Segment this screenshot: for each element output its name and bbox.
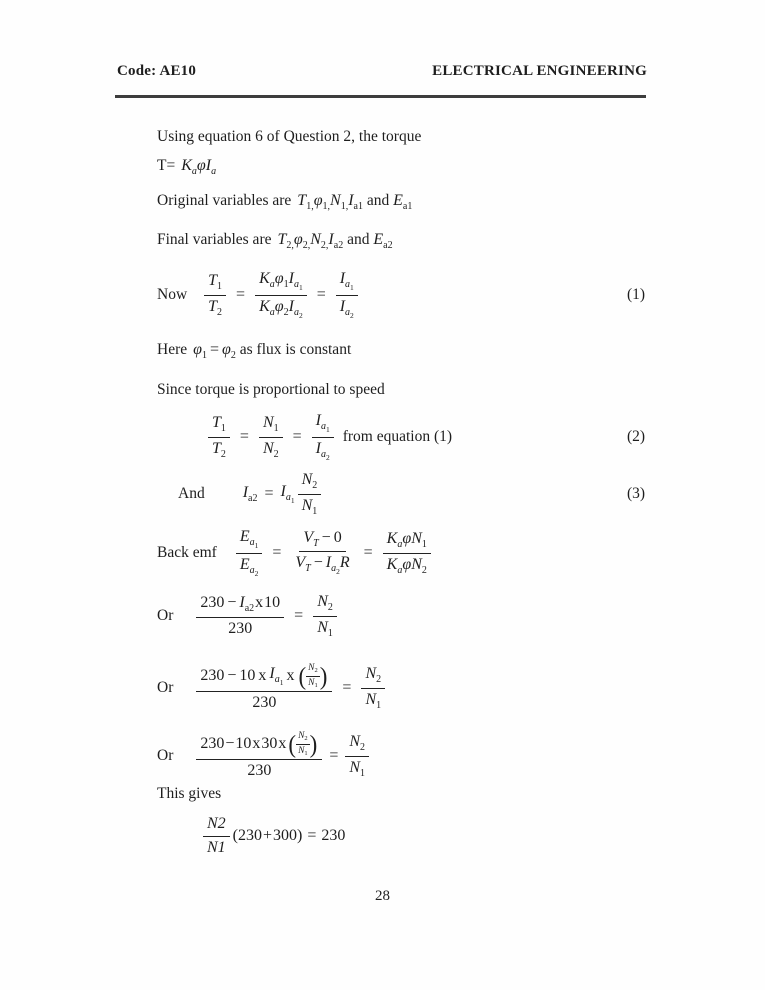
var-N: N <box>262 439 274 457</box>
var-T: T <box>277 231 287 248</box>
subscript: 2 <box>421 564 427 576</box>
var-N: N <box>301 496 313 514</box>
fraction-N1-N2 <box>259 414 283 460</box>
subscript: 1, <box>322 201 331 212</box>
math-group <box>277 231 344 251</box>
paragraph-this-gives: This gives <box>157 785 222 802</box>
sub-a: a <box>285 491 291 503</box>
math-group <box>297 192 363 212</box>
var-N: N <box>349 758 361 776</box>
subscript-group <box>275 674 284 685</box>
var-I: I <box>239 594 245 612</box>
subscript: a1 <box>353 201 363 212</box>
subscript: a2 <box>244 603 255 615</box>
small-fraction <box>296 731 310 757</box>
minus-sign: − <box>225 735 235 753</box>
paragraph-here <box>157 340 351 362</box>
fraction-or1 <box>196 594 284 638</box>
minus-sign: − <box>313 554 323 572</box>
math-group <box>193 341 236 361</box>
here-word: Here <box>157 341 188 358</box>
sub-a: a <box>274 673 280 685</box>
fraction-denominator <box>361 689 385 712</box>
equation-label-or: Or <box>157 747 174 765</box>
sub-a: a <box>397 539 403 550</box>
subscript: 2 <box>360 742 366 753</box>
final-prefix: Final variables are <box>157 231 272 248</box>
num-230: 230 <box>247 762 272 780</box>
sub-subscript: 1 <box>350 282 354 292</box>
subscript: a2 <box>383 240 393 251</box>
subscript: 2 <box>304 735 308 743</box>
fraction-denominator <box>383 554 431 577</box>
subscript: 2 <box>314 667 318 675</box>
minus-sign: − <box>227 667 237 685</box>
num-10: 10 <box>264 594 281 612</box>
var-I: I <box>280 482 286 500</box>
sub-subscript: 1 <box>290 495 295 505</box>
subscript <box>313 538 319 549</box>
var-I: I <box>205 157 212 174</box>
equals-sign: = <box>209 341 220 358</box>
sub-a: a <box>293 278 299 290</box>
fraction-numerator <box>236 528 263 554</box>
subscript: 1 <box>201 350 207 361</box>
sub-subscript: 1 <box>298 282 303 292</box>
var-R: R <box>339 554 350 572</box>
var-I: I <box>328 231 334 248</box>
fraction-denominator <box>259 438 283 461</box>
fraction-N2-N1 <box>361 665 385 711</box>
right-paren: ) <box>309 730 318 759</box>
header-rule <box>115 95 646 98</box>
sub-subscript: 2 <box>254 568 259 578</box>
small-fraction <box>306 663 320 689</box>
fraction-numerator <box>196 594 284 618</box>
equals-sign: = <box>272 543 282 561</box>
var-N2: N2 <box>207 815 226 833</box>
equation-torque <box>157 156 216 178</box>
fraction-numerator <box>313 593 337 617</box>
var-V: V <box>295 554 306 572</box>
num-zero: 0 <box>333 528 342 546</box>
fraction-numerator <box>336 270 358 296</box>
sub-a: a <box>345 306 351 318</box>
subscript: 2 <box>220 448 226 460</box>
sub-a: a <box>320 448 326 460</box>
sub-subscript: 2 <box>298 310 303 320</box>
subscript: 1 <box>376 699 382 711</box>
math-group <box>373 231 393 251</box>
var-K: K <box>181 157 192 174</box>
var-N: N <box>262 414 274 431</box>
left-paren: ( <box>298 662 307 691</box>
num-230: 230 <box>252 694 277 712</box>
sub-a: a <box>269 278 275 290</box>
fraction-voltage <box>291 529 353 577</box>
subscript: 1 <box>283 278 289 290</box>
subscript-group <box>286 492 295 503</box>
equals-sign: = <box>307 826 317 844</box>
fraction-or3 <box>196 731 322 780</box>
var-N1: N1 <box>207 838 226 856</box>
subscript-group <box>294 307 303 318</box>
fraction-denominator <box>204 296 226 319</box>
fraction-numerator <box>306 663 320 676</box>
subscript: 1 <box>312 505 318 517</box>
equation-row-final <box>0 812 765 860</box>
var-I: I <box>315 411 321 429</box>
subscript <box>305 563 311 574</box>
times-sign: x <box>252 735 261 753</box>
subscript: 2 <box>376 674 382 685</box>
subscript: 1 <box>273 423 279 434</box>
subscript: 1 <box>327 627 333 639</box>
var-E: E <box>239 555 250 573</box>
var-N: N <box>301 471 313 488</box>
var-I: I <box>339 269 346 287</box>
var-N: N <box>317 593 328 610</box>
equation-row-or3 <box>0 726 765 786</box>
fraction-numerator <box>312 412 334 438</box>
num-30: 30 <box>261 735 278 753</box>
equals-sign: = <box>342 678 352 696</box>
subscript: 1 <box>220 423 226 434</box>
left-paren: ( <box>288 730 297 759</box>
subscript: 1 <box>304 749 308 757</box>
fraction-numerator <box>196 731 322 760</box>
num-230: 230 <box>228 619 253 637</box>
var-phi: φ <box>196 157 206 174</box>
var-I: I <box>315 439 321 457</box>
equation-label-or: Or <box>157 607 174 625</box>
equation-label-backemf: Back emf <box>157 544 217 562</box>
var-K: K <box>386 555 398 573</box>
sub-subscript: 1 <box>325 424 330 434</box>
var-I: I <box>288 297 294 315</box>
fraction-denominator <box>236 554 263 579</box>
paren-fraction <box>298 663 327 689</box>
sub-a: a <box>345 278 351 290</box>
var-E: E <box>393 192 403 209</box>
var-V: V <box>303 528 314 546</box>
subscript-group <box>321 421 330 432</box>
var-E: E <box>239 527 250 545</box>
sub-a: a <box>293 306 299 318</box>
fraction-denominator <box>336 296 358 321</box>
sub-subscript: 2 <box>325 452 330 462</box>
subscript: 1 <box>314 681 318 689</box>
times-sign: x <box>278 735 287 753</box>
equals-sign: = <box>329 746 339 764</box>
subscript: 2, <box>286 240 294 251</box>
equals-sign: = <box>294 606 304 624</box>
num-10: 10 <box>239 667 256 685</box>
fraction-T1-T2 <box>208 414 230 460</box>
subscript-group <box>250 565 259 576</box>
var-N: N <box>317 618 328 636</box>
subscript: 1, <box>306 201 314 212</box>
var-N: N <box>365 665 377 682</box>
math-group <box>393 192 413 212</box>
math-group <box>269 665 283 688</box>
equation-number-1: (1) <box>627 286 646 304</box>
sub-a: a <box>249 564 255 576</box>
times-sign: x <box>255 594 264 612</box>
paragraph-since: Since torque is proportional to speed <box>157 381 385 398</box>
fraction-numerator <box>204 272 226 296</box>
equation-label-or: Or <box>157 679 174 697</box>
plus-sign: + <box>263 826 273 844</box>
fraction-numerator <box>361 665 385 689</box>
fraction-denominator <box>208 438 230 461</box>
var-phi: φ <box>274 269 284 287</box>
subscript: 1 <box>217 281 223 292</box>
var-K: K <box>386 530 398 547</box>
from-equation-text: from equation (1) <box>342 428 453 446</box>
var-I: I <box>269 664 275 682</box>
equals-sign: = <box>363 543 373 561</box>
fraction-Ea1-Ea2 <box>236 528 263 578</box>
fraction-denominator <box>308 677 318 689</box>
fraction-denominator <box>243 760 275 780</box>
fraction-denominator <box>255 296 307 321</box>
var-phi: φ <box>402 555 412 573</box>
subscript: 1, <box>340 201 349 212</box>
var-phi: φ <box>402 530 412 547</box>
subscript-group <box>321 449 330 460</box>
and-word: and <box>366 192 390 209</box>
equals-sign: = <box>236 285 246 303</box>
times-sign: x <box>258 667 267 685</box>
sub-T: T <box>313 537 319 549</box>
sub-a: a <box>320 420 326 432</box>
var-T: T <box>212 439 221 457</box>
paragraph-original-variables <box>157 191 412 213</box>
fraction-numerator <box>296 731 310 744</box>
equation-number-2: (2) <box>627 428 646 446</box>
and-word: and <box>347 231 370 248</box>
paragraph-using: Using equation 6 of Question 2, the torque <box>157 128 422 145</box>
equation-row-3 <box>0 468 765 520</box>
subscript: 2 <box>283 306 289 318</box>
subscript <box>211 166 216 177</box>
fraction-denominator <box>298 495 322 518</box>
var-N: N <box>411 530 422 547</box>
subscript-group <box>345 307 354 318</box>
fraction-T1-T2 <box>204 272 226 318</box>
paragraph-final-variables <box>157 230 393 252</box>
left-paren: ( <box>232 826 238 844</box>
var-phi: φ <box>293 231 303 248</box>
flux-constant-text: as flux is constant <box>239 341 352 358</box>
subscript: 1 <box>421 539 427 550</box>
var-I: I <box>325 554 332 572</box>
fraction-torque-ratio <box>255 270 307 320</box>
fraction-KaphiN <box>383 530 431 576</box>
num-230: 230 <box>200 594 225 612</box>
paren-fraction <box>288 731 317 757</box>
sub-subscript: 1 <box>254 540 259 550</box>
sub-subscript: 1 <box>279 677 284 687</box>
equals-sign: = <box>264 484 274 502</box>
var-N: N <box>310 231 321 248</box>
torque-prefix: T= <box>157 157 176 174</box>
fraction-numerator <box>255 270 307 296</box>
subscript: a2 <box>248 492 258 504</box>
var-N: N <box>298 731 305 742</box>
subscript-group <box>345 279 354 290</box>
header-code: Code: AE10 <box>117 63 197 79</box>
subscript: 1 <box>360 767 366 779</box>
equation-label-and: And <box>178 485 205 503</box>
fraction-denominator <box>345 757 369 780</box>
subscript: 2, <box>320 240 329 251</box>
var-T: T <box>297 192 307 209</box>
equation-number-3: (3) <box>627 485 646 503</box>
equals-sign: = <box>292 427 302 445</box>
right-paren: ) <box>297 826 303 844</box>
var-T: T <box>212 414 221 431</box>
fraction-numerator <box>208 414 230 438</box>
fraction-numerator <box>299 529 345 553</box>
num-230: 230 <box>321 826 346 844</box>
math-group <box>281 483 295 506</box>
math-group <box>181 157 217 177</box>
math-group <box>243 484 258 505</box>
subscript: 2 <box>327 602 333 613</box>
fraction-N2-N1 <box>345 733 369 779</box>
num-230: 230 <box>238 826 262 844</box>
sub-a: a <box>249 536 255 548</box>
minus-sign: − <box>321 528 331 546</box>
equation-label-now: Now <box>157 286 188 304</box>
sub-a: a <box>269 306 275 318</box>
subscript: 2, <box>302 240 311 251</box>
equation-row-2 <box>0 410 765 464</box>
subscript-group <box>250 537 259 548</box>
sub-a: a <box>191 166 197 177</box>
var-I: I <box>242 483 249 501</box>
var-N: N <box>308 677 315 688</box>
var-N: N <box>365 690 377 708</box>
fraction-numerator <box>196 663 332 692</box>
equals-sign: = <box>239 427 249 445</box>
var-T: T <box>208 272 218 289</box>
num-300: 300 <box>273 826 298 844</box>
equation-row-backemf <box>0 527 765 579</box>
var-N: N <box>411 555 422 573</box>
minus-sign: − <box>227 594 237 612</box>
fraction-numerator <box>298 471 322 495</box>
subscript: 2 <box>312 480 318 491</box>
sub-a: a <box>397 564 403 576</box>
var-phi: φ <box>193 341 202 358</box>
var-N: N <box>298 745 305 756</box>
equation-row-or2 <box>0 657 765 719</box>
sub-a: a <box>211 166 217 177</box>
fraction-numerator <box>259 414 283 438</box>
sub-T: T <box>305 563 311 575</box>
var-N: N <box>308 663 315 674</box>
subscript: 2 <box>230 350 236 361</box>
subscript: a2 <box>333 240 344 251</box>
fraction-numerator <box>203 815 230 836</box>
var-N: N <box>330 192 341 209</box>
var-I: I <box>348 192 354 209</box>
sub-subscript: 2 <box>350 310 354 320</box>
var-E: E <box>373 231 384 248</box>
fraction-N2-N1 <box>298 471 322 517</box>
times-sign: x <box>286 667 295 685</box>
var-phi: φ <box>274 297 284 315</box>
var-phi: φ <box>313 192 323 209</box>
var-N: N <box>349 733 361 750</box>
right-paren: ) <box>319 662 328 691</box>
num-10: 10 <box>235 735 252 753</box>
equation-row-1 <box>0 267 765 323</box>
fraction-denominator <box>298 745 308 757</box>
fraction-denominator <box>203 837 230 857</box>
fraction-N2-N1-text <box>203 815 230 857</box>
equation-row-or1 <box>0 592 765 640</box>
header-title: ELECTRICAL ENGINEERING <box>432 63 647 79</box>
fraction-Ia1-Ia2 <box>336 270 358 320</box>
fraction-or2 <box>196 663 332 712</box>
subscript: a1 <box>402 201 413 212</box>
var-K: K <box>259 269 270 287</box>
page-number: 28 <box>375 888 390 904</box>
fraction-denominator <box>312 438 334 463</box>
original-prefix: Original variables are <box>157 192 292 209</box>
var-T: T <box>208 297 218 315</box>
var-K: K <box>259 297 270 315</box>
fraction-denominator <box>313 617 337 640</box>
num-230: 230 <box>200 667 225 685</box>
equals-sign: = <box>316 285 326 303</box>
fraction-Ia1-Ia2 <box>312 412 334 462</box>
fraction-denominator <box>291 552 353 577</box>
subscript: 2 <box>217 306 223 318</box>
subscript-group <box>294 279 303 290</box>
subscript: 2 <box>273 448 279 460</box>
var-I: I <box>288 269 294 287</box>
num-230: 230 <box>200 735 225 753</box>
fraction-numerator <box>345 733 369 757</box>
fraction-N2-N1 <box>313 593 337 639</box>
fraction-numerator <box>383 530 431 554</box>
sub-subscript: 2 <box>336 567 340 577</box>
fraction-denominator <box>224 618 256 638</box>
subscript-group <box>331 563 340 577</box>
var-I: I <box>339 297 346 315</box>
var-phi: φ <box>222 341 231 358</box>
fraction-denominator <box>248 692 280 712</box>
sub-a: a <box>331 563 337 575</box>
